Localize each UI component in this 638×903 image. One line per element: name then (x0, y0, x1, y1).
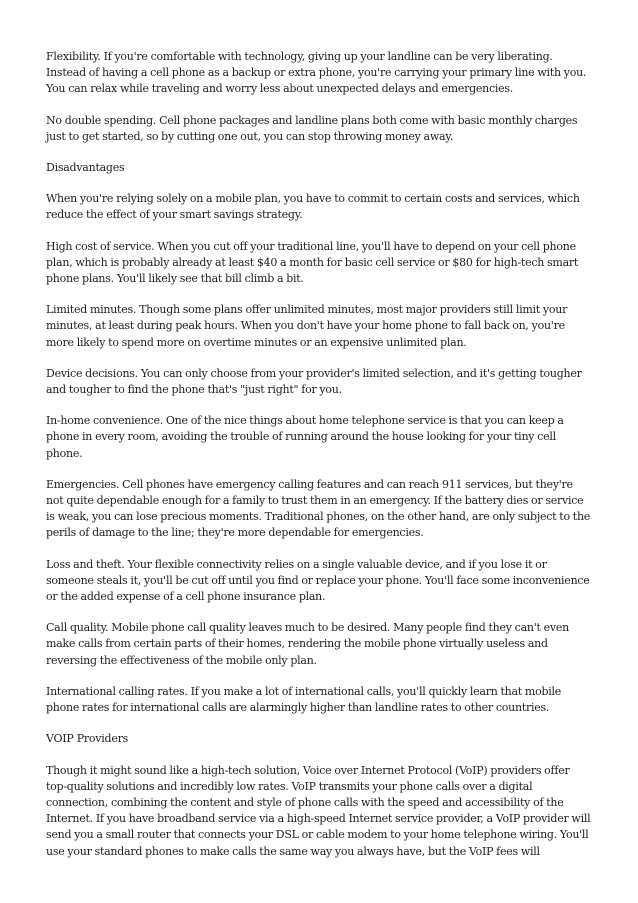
paragraph-flexibility: Flexibility. If you're comfortable with technology, giving up your landline can be very liberating. Instead of having a cell phone as a backup or extra phone, you're carrying your primary line with you. You can relax while traveling and worry less about unexpected delays and emergencies. (46, 50, 587, 96)
heading-voip-providers: VOIP Providers (46, 732, 128, 746)
paragraph-in-home-convenience: In-home convenience. One of the nice things about home telephone service is that you can keep a phone in every room, avoiding the trouble of running around the house looking for your tiny cell phone. (46, 414, 564, 460)
paragraph-high-cost: High cost of service. When you cut off your traditional line, you'll have to depend on your cell phone plan, which is probably already at least $40 a month for basic cell service or $80 for high-tech smart phone plans. You'll likely see that bill climb a bit. (46, 239, 579, 286)
paragraph-device-decisions: Device decisions. You can only choose from your provider's limited selection, and it's getting tougher and tougher to find the phone that's "just right" for you. (46, 366, 582, 397)
paragraph-no-double-spending: No double spending. Cell phone packages and landline plans both come with basic monthly charges just to get started, so by cutting one out, you can stop throwing money away. (46, 113, 578, 143)
paragraph-disadvantages-intro: When you're relying solely on a mobile plan, you have to commit to certain costs and services, which reduce the effect of your smart savings strategy. (46, 192, 580, 222)
paragraph-call-quality: Call quality. Mobile phone call quality leaves much to be desired. Many people find they can't even make calls from certain parts of their homes, rendering the mobile phone virtually useless and reversing the effectiveness of the mobile only plan. (46, 621, 569, 667)
paragraph-emergencies: Emergencies. Cell phones have emergency calling features and can reach 911 services, but they're not quite dependable enough for a family to trust them in an emergency. If the battery dies or service is weak, you can lose precious moments. Traditional phones, on the other hand, are only subject to the perils of damage to the line; they're more dependable for emergencies. (46, 477, 591, 540)
paragraph-loss-and-theft: Loss and theft. Your flexible connectivity relies on a single valuable device, and if you lose it or someone steals it, you'll be cut off until you find or replace your phone. You'll face some inconvenience or the added expense of a cell phone insurance plan. (46, 557, 590, 604)
paragraph-voip-intro: Though it might sound like a high-tech solution, Voice over Internet Protocol (VoIP) providers offer top-quality solutions and incredibly low rates. VoIP transmits your phone calls over a digital connection, combining the content and style of phone calls with the speed and accessibility of the Internet. If you have broadband service via a high-speed Internet service provider, a VoIP provider will send you a small router that connects your DSL or cable modem to your home telephone wiring. You'll use your standard phones to make calls the same way you always have, but the VoIP fees will (46, 763, 591, 858)
paragraph-limited-minutes: Limited minutes. Though some plans offer unlimited minutes, most major providers still limit your minutes, at least during peak hours. When you don't have your home phone to fall back on, you're more likely to spend more on overtime minutes or an expensive unlimited plan. (46, 303, 568, 349)
heading-disadvantages: Disadvantages (46, 161, 125, 175)
paragraph-international-rates: International calling rates. If you make a lot of international calls, you'll quickly learn that mobile phone rates for international calls are alarmingly higher than landline rates to other countries. (46, 684, 562, 715)
